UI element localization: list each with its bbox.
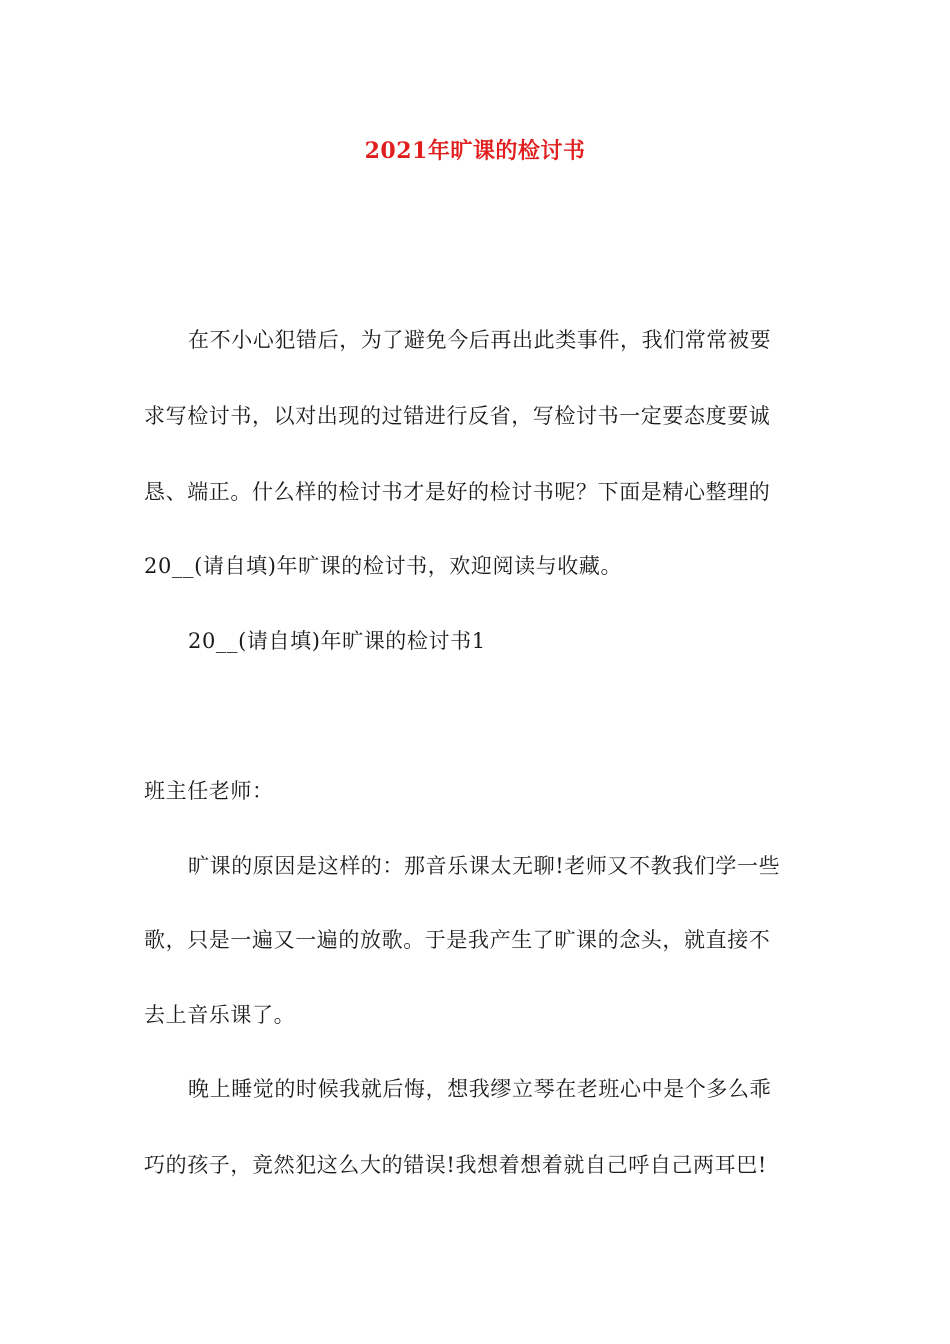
- intro-line-4: 20__(请自填)年旷课的检讨书，欢迎阅读与收藏。: [144, 554, 623, 578]
- intro-line-1: 在不小心犯错后，为了避免今后再出此类事件，我们常常被要: [188, 328, 772, 352]
- intro-line-3: 恳、端正。什么样的检讨书才是好的检讨书呢？下面是精心整理的: [144, 480, 771, 504]
- section-heading: 20__(请自填)年旷课的检讨书1: [188, 629, 486, 653]
- paragraph1-line-2: 歌，只是一遍又一遍的放歌。于是我产生了旷课的念头，就直接不: [144, 928, 771, 952]
- document-title: 2021年旷课的检讨书: [364, 138, 586, 164]
- intro-line-2: 求写检讨书，以对出现的过错进行反省，写检讨书一定要态度要诚: [144, 404, 771, 428]
- salutation: 班主任老师：: [144, 779, 274, 803]
- paragraph2-line-1: 晚上睡觉的时候我就后悔，想我缪立琴在老班心中是个多么乖: [188, 1077, 772, 1101]
- paragraph1-line-3: 去上音乐课了。: [144, 1003, 296, 1027]
- paragraph2-line-2: 巧的孩子，竟然犯这么大的错误!我想着想着就自己呼自己两耳巴!: [144, 1153, 767, 1177]
- paragraph1-line-1: 旷课的原因是这样的：那音乐课太无聊!老师又不教我们学一些: [188, 854, 781, 878]
